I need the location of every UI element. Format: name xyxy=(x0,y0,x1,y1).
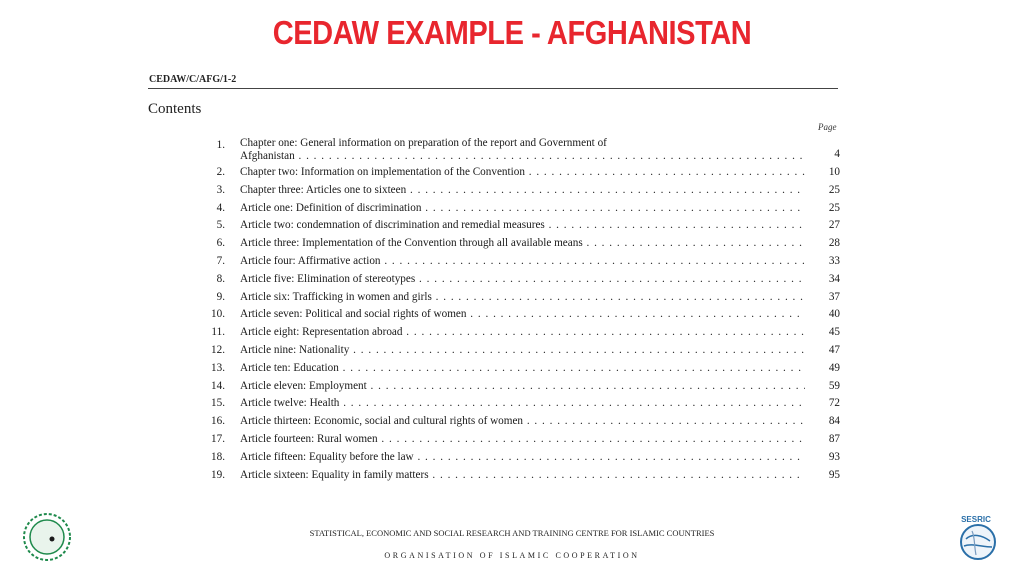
document-reference: CEDAW/C/AFG/1-2 xyxy=(149,74,237,85)
toc-row xyxy=(200,200,845,218)
toc-page-number: 37 xyxy=(828,290,840,303)
toc-page-number: 33 xyxy=(828,254,840,267)
toc-entry xyxy=(240,182,805,200)
toc-entry xyxy=(240,217,805,235)
toc-row xyxy=(200,378,845,396)
toc-number: 15. xyxy=(211,397,225,410)
toc-entry xyxy=(240,467,805,485)
toc-page-number: 93 xyxy=(828,450,840,463)
toc-number: 17. xyxy=(211,432,225,445)
toc-page-number: 84 xyxy=(828,415,840,428)
toc-entry-text: Article one: Definition of discrimination . . . xyxy=(240,200,805,218)
toc-number: 2. xyxy=(216,166,225,178)
toc-row xyxy=(200,342,845,360)
toc-page-number: 40 xyxy=(828,308,840,321)
toc-entry xyxy=(240,235,805,253)
contents-heading: Contents xyxy=(148,101,202,117)
toc-entry-text: Article two: condemnation of discrimination and remedial measures . . . xyxy=(240,217,805,235)
toc-row xyxy=(200,413,845,431)
toc-entry-text: Article fourteen: Rural women . . . xyxy=(240,431,805,449)
toc-entry-text: Article eight: Representation abroad . . . xyxy=(240,324,805,342)
toc-number: 18. xyxy=(211,450,225,463)
toc-entry xyxy=(240,253,805,271)
toc-number: 3. xyxy=(216,183,225,196)
toc-entry xyxy=(240,137,805,163)
toc-entry-line2: Afghanistan . . . xyxy=(240,150,805,163)
toc-entry-text: Article five: Elimination of stereotypes . . . xyxy=(240,271,805,289)
page-column-label: Page xyxy=(818,122,837,132)
toc-entry xyxy=(240,431,805,449)
toc-number: 13. xyxy=(211,361,225,374)
toc-row xyxy=(200,164,845,182)
toc-entry-text: Article sixteen: Equality in family matters . . . xyxy=(240,467,805,485)
toc-page-number: 25 xyxy=(828,201,840,214)
toc-number: 4. xyxy=(216,201,225,214)
toc-row xyxy=(200,253,845,271)
toc-row xyxy=(200,289,845,307)
toc-page-number: 27 xyxy=(828,219,840,232)
toc-page-number: 47 xyxy=(828,343,840,356)
toc-entry-text: Article twelve: Health . . . xyxy=(240,395,805,413)
toc-page-number: 95 xyxy=(828,468,840,481)
toc-page-number: 45 xyxy=(828,326,840,339)
toc-entry xyxy=(240,360,805,378)
toc-page-number: 72 xyxy=(828,397,840,410)
toc-entry xyxy=(240,289,805,307)
toc-page-number: 49 xyxy=(828,361,840,374)
toc-entry xyxy=(240,271,805,289)
document-header-rule xyxy=(148,88,838,89)
toc-number: 12. xyxy=(211,343,225,356)
toc-number: 5. xyxy=(216,219,225,232)
toc-entry-text: Chapter three: Articles one to sixteen . . . xyxy=(240,182,805,200)
toc-page-number: 59 xyxy=(828,379,840,392)
toc-entry-text: Article ten: Education . . . xyxy=(240,360,805,378)
toc-entry xyxy=(240,324,805,342)
toc-entry xyxy=(240,378,805,396)
toc-row xyxy=(200,182,845,200)
toc-entry-text: Article seven: Political and social rights of women . . . xyxy=(240,306,805,324)
toc-row xyxy=(200,137,845,164)
toc-row xyxy=(200,271,845,289)
toc-entry xyxy=(240,449,805,467)
toc-row xyxy=(200,395,845,413)
toc-row xyxy=(200,235,845,253)
toc-page-number: 25 xyxy=(828,183,840,196)
toc-page-number: 28 xyxy=(828,237,840,250)
toc-entry-text: Chapter two: Information on implementation of the Convention . . . xyxy=(240,164,805,182)
toc-number: 16. xyxy=(211,415,225,428)
slide-title: CEDAW EXAMPLE - AFGHANISTAN xyxy=(272,14,752,51)
toc-number: 14. xyxy=(211,379,225,392)
toc-page-number: 4 xyxy=(834,148,840,160)
toc-number: 1. xyxy=(216,139,225,151)
toc-entry-text: Article three: Implementation of the Convention through all available means . . . xyxy=(240,235,805,253)
toc-entry-text: Article nine: Nationality . . . xyxy=(240,342,805,360)
table-of-contents xyxy=(200,137,845,484)
toc-entry-text: Article four: Affirmative action . . . xyxy=(240,253,805,271)
toc-number: 19. xyxy=(211,468,225,481)
toc-row xyxy=(200,431,845,449)
toc-number: 9. xyxy=(216,290,225,303)
toc-row xyxy=(200,360,845,378)
toc-number: 8. xyxy=(216,272,225,285)
toc-entry-line1: Chapter one: General information on preparation of the report and Government of xyxy=(240,137,607,149)
toc-page-number: 10 xyxy=(828,166,840,178)
toc-entry-text: Article fifteen: Equality before the law . . . xyxy=(240,449,805,467)
toc-entry-text: Article six: Trafficking in women and girls . . . xyxy=(240,289,805,307)
toc-number: 11. xyxy=(211,326,225,339)
sesric-logo-text: SESRIC xyxy=(961,515,991,524)
toc-number: 7. xyxy=(216,254,225,267)
toc-entry-text: Article eleven: Employment . . . xyxy=(240,378,805,396)
toc-row xyxy=(200,467,845,485)
toc-page-number: 34 xyxy=(828,272,840,285)
toc-number: 6. xyxy=(216,237,225,250)
sesric-logo-icon xyxy=(952,513,1000,563)
toc-row xyxy=(200,449,845,467)
toc-entry xyxy=(240,395,805,413)
toc-entry xyxy=(240,342,805,360)
toc-page-number: 87 xyxy=(828,432,840,445)
toc-entry xyxy=(240,306,805,324)
toc-row xyxy=(200,217,845,235)
toc-entry xyxy=(240,413,805,431)
toc-row xyxy=(200,306,845,324)
toc-number: 10. xyxy=(211,308,225,321)
toc-row xyxy=(200,324,845,342)
toc-entry xyxy=(240,164,805,182)
footer-parent-organization: ORGANISATION OF ISLAMIC COOPERATION xyxy=(384,551,640,560)
toc-entry-text: Article thirteen: Economic, social and cultural rights of women . . . xyxy=(240,413,805,431)
footer-organization-name: STATISTICAL, ECONOMIC AND SOCIAL RESEARCH AND TRAINING CENTRE FOR ISLAMIC COUNTRIES xyxy=(309,528,715,538)
toc-entry xyxy=(240,200,805,218)
